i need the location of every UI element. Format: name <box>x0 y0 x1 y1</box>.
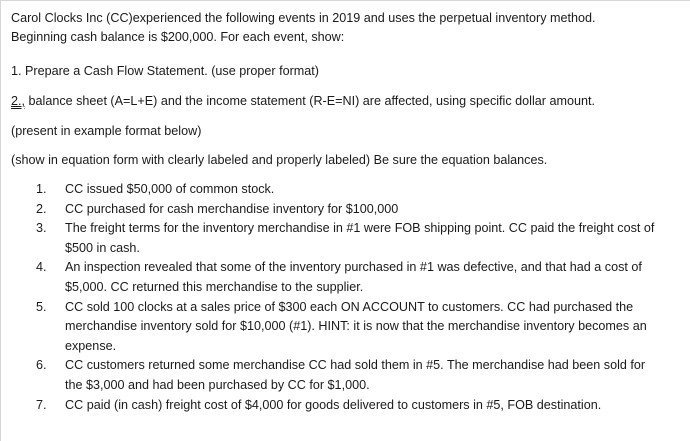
list-number: 2. <box>36 201 47 216</box>
instruction-cash-flow: 1. Prepare a Cash Flow Statement. (use proper format) <box>11 64 319 78</box>
list-item <box>36 298 656 357</box>
list-number: 7. <box>36 397 47 412</box>
list-text: CC purchased for cash merchandise inventory for $100,000 <box>65 201 399 216</box>
list-text: CC paid (in cash) freight cost of $4,000 for goods delivered to customers in #5, FOB destination. <box>65 397 602 412</box>
instruction-2-number: 2., <box>11 94 26 108</box>
intro-line-2: Beginning cash balance is $200,000. For each event, show: <box>11 30 345 44</box>
equation-note: (show in equation form with clearly labeled and properly labeled) Be sure the equation balances. <box>11 153 548 167</box>
list-text: The freight terms for the inventory merchandise in #1 were FOB shipping point. CC paid the freight cost of $500 in cash. <box>65 221 655 255</box>
list-number: 4. <box>36 260 47 275</box>
list-item <box>36 200 656 220</box>
list-text: CC customers returned some merchandise CC had sold them in #5. The merchandise had been sold for the $3,000 and had been purchased by CC for $1,000. <box>65 358 646 392</box>
list-text: CC sold 100 clocks at a sales price of $300 each ON ACCOUNT to customers. CC had purchased the merchandise inventory sold for $10,000 (#1). HINT: it is now that the merchandise inventory becomes an expense. <box>65 299 647 353</box>
list-item <box>36 258 656 297</box>
list-item <box>36 396 656 416</box>
list-number: 3. <box>36 221 47 236</box>
list-item <box>36 219 656 258</box>
instruction-balance-sheet <box>11 92 595 112</box>
list-item <box>36 356 656 395</box>
list-number: 1. <box>36 182 47 196</box>
events-list <box>36 180 656 415</box>
list-text: CC issued $50,000 of common stock. <box>65 182 275 196</box>
format-note: (present in example format below) <box>11 124 202 138</box>
list-number: 6. <box>36 358 47 373</box>
intro-line-1: Carol Clocks Inc (CC)experienced the following events in 2019 and uses the perpetual inventory method. <box>11 11 596 25</box>
list-text: An inspection revealed that some of the inventory purchased in #1 was defective, and that had a cost of $5,000. CC returned this merchandise to the supplier. <box>65 260 642 294</box>
list-number: 5. <box>36 299 47 314</box>
instruction-2-text: balance sheet (A=L+E) and the income statement (R-E=NI) are affected, using specific dollar amount. <box>25 94 595 108</box>
list-item <box>36 180 656 200</box>
